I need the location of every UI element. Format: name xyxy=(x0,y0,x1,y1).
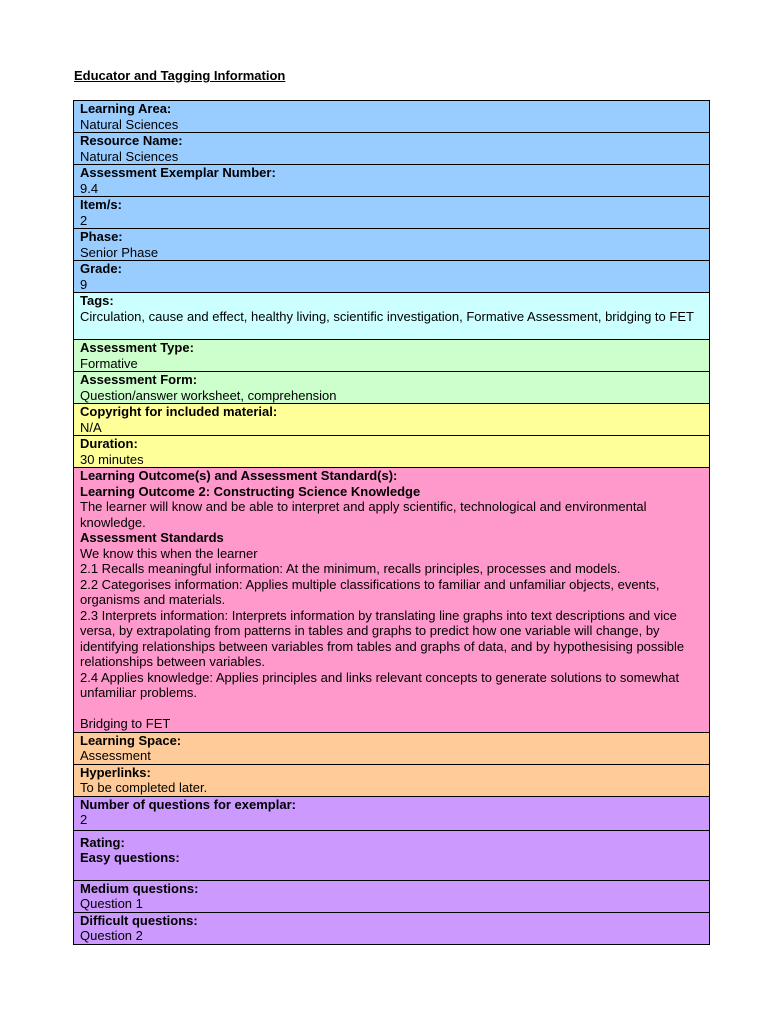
row-medium xyxy=(74,880,710,912)
page-title: Educator and Tagging Information xyxy=(74,68,286,83)
row-tags xyxy=(74,293,710,340)
row-rating xyxy=(74,830,710,880)
row-items xyxy=(74,197,710,229)
tagging-info-table xyxy=(73,100,710,945)
resource-name-label: Resource Name: xyxy=(80,133,183,148)
row-exemplar-number xyxy=(74,165,710,197)
row-learning-area xyxy=(74,101,710,133)
row-phase xyxy=(74,229,710,261)
blank-line xyxy=(80,701,703,717)
num-questions-value: 2 xyxy=(80,812,88,827)
grade-value: 9 xyxy=(80,276,88,292)
medium-questions-value: Question 1 xyxy=(80,896,143,911)
copyright-label: Copyright for included material: xyxy=(80,404,278,419)
standard-item: 2.3 Interprets information: Interprets information by translating line graphs into text descriptions and vice versa, by extrapolating from patterns in tables and graphs to predict how one variable will change, by identifying relationships between variables from tables and graphs of data, and by hypothesising possible relationships between variables. xyxy=(80,607,685,669)
row-assessment-form xyxy=(74,372,710,404)
phase-value: Senior Phase xyxy=(80,244,159,260)
row-num-questions xyxy=(74,796,710,830)
copyright-value: N/A xyxy=(80,419,102,435)
row-outcomes xyxy=(74,468,710,733)
easy-questions-label: Easy questions: xyxy=(80,850,180,865)
hyperlinks-value: To be completed later. xyxy=(80,780,208,795)
row-difficult xyxy=(74,912,710,944)
standard-item: 2.4 Applies knowledge: Applies principles and links relevant concepts to generate solutions to somewhat unfamiliar problems. xyxy=(80,669,680,700)
resource-name-value: Natural Sciences xyxy=(80,148,179,164)
row-resource-name xyxy=(74,133,710,165)
row-learning-space xyxy=(74,732,710,764)
learning-space-value: Assessment xyxy=(80,748,151,763)
assessment-form-label: Assessment Form: xyxy=(80,372,198,387)
tags-value: Circulation, cause and effect, healthy living, scientific investigation, Formative Assessment, bridging to FET xyxy=(80,308,694,324)
standard-item: 2.2 Categorises information: Applies multiple classifications to familiar and unfamiliar objects, events, organisms and materials. xyxy=(80,576,660,607)
items-value: 2 xyxy=(80,212,88,228)
bridging-text: Bridging to FET xyxy=(80,716,171,731)
assessment-type-label: Assessment Type: xyxy=(80,340,194,355)
learning-area-value: Natural Sciences xyxy=(80,116,179,132)
row-assessment-type xyxy=(74,340,710,372)
row-hyperlinks xyxy=(74,764,710,796)
standards-intro: We know this when the learner xyxy=(80,545,258,561)
row-grade xyxy=(74,261,710,293)
exemplar-number-label: Assessment Exemplar Number: xyxy=(80,165,276,180)
tags-label: Tags: xyxy=(80,293,114,308)
duration-value: 30 minutes xyxy=(80,451,144,467)
items-label: Item/s: xyxy=(80,197,122,212)
assessment-form-value: Question/answer worksheet, comprehension xyxy=(80,387,337,403)
phase-label: Phase: xyxy=(80,229,123,244)
learning-space-label: Learning Space: xyxy=(80,732,182,748)
row-duration xyxy=(74,436,710,468)
difficult-questions-label: Difficult questions: xyxy=(80,912,198,928)
row-copyright xyxy=(74,404,710,436)
grade-label: Grade: xyxy=(80,261,122,276)
standards-heading: Assessment Standards xyxy=(80,530,224,545)
assessment-type-value: Formative xyxy=(80,355,138,371)
hyperlinks-label: Hyperlinks: xyxy=(80,764,151,780)
standard-item: 2.1 Recalls meaningful information: At the minimum, recalls principles, processes and models. xyxy=(80,561,621,576)
outcomes-label: Learning Outcome(s) and Assessment Standard(s): xyxy=(80,468,398,483)
outcome-heading: Learning Outcome 2: Constructing Science Knowledge xyxy=(80,483,421,499)
outcome-text: The learner will know and be able to interpret and apply scientific, technological and environmental knowledge. xyxy=(80,499,647,530)
rating-label: Rating: xyxy=(80,834,125,850)
medium-questions-label: Medium questions: xyxy=(80,880,199,896)
difficult-questions-value: Question 2 xyxy=(80,928,143,943)
learning-area-label: Learning Area: xyxy=(80,101,172,116)
duration-label: Duration: xyxy=(80,436,138,451)
num-questions-label: Number of questions for exemplar: xyxy=(80,796,296,812)
exemplar-number-value: 9.4 xyxy=(80,180,99,196)
